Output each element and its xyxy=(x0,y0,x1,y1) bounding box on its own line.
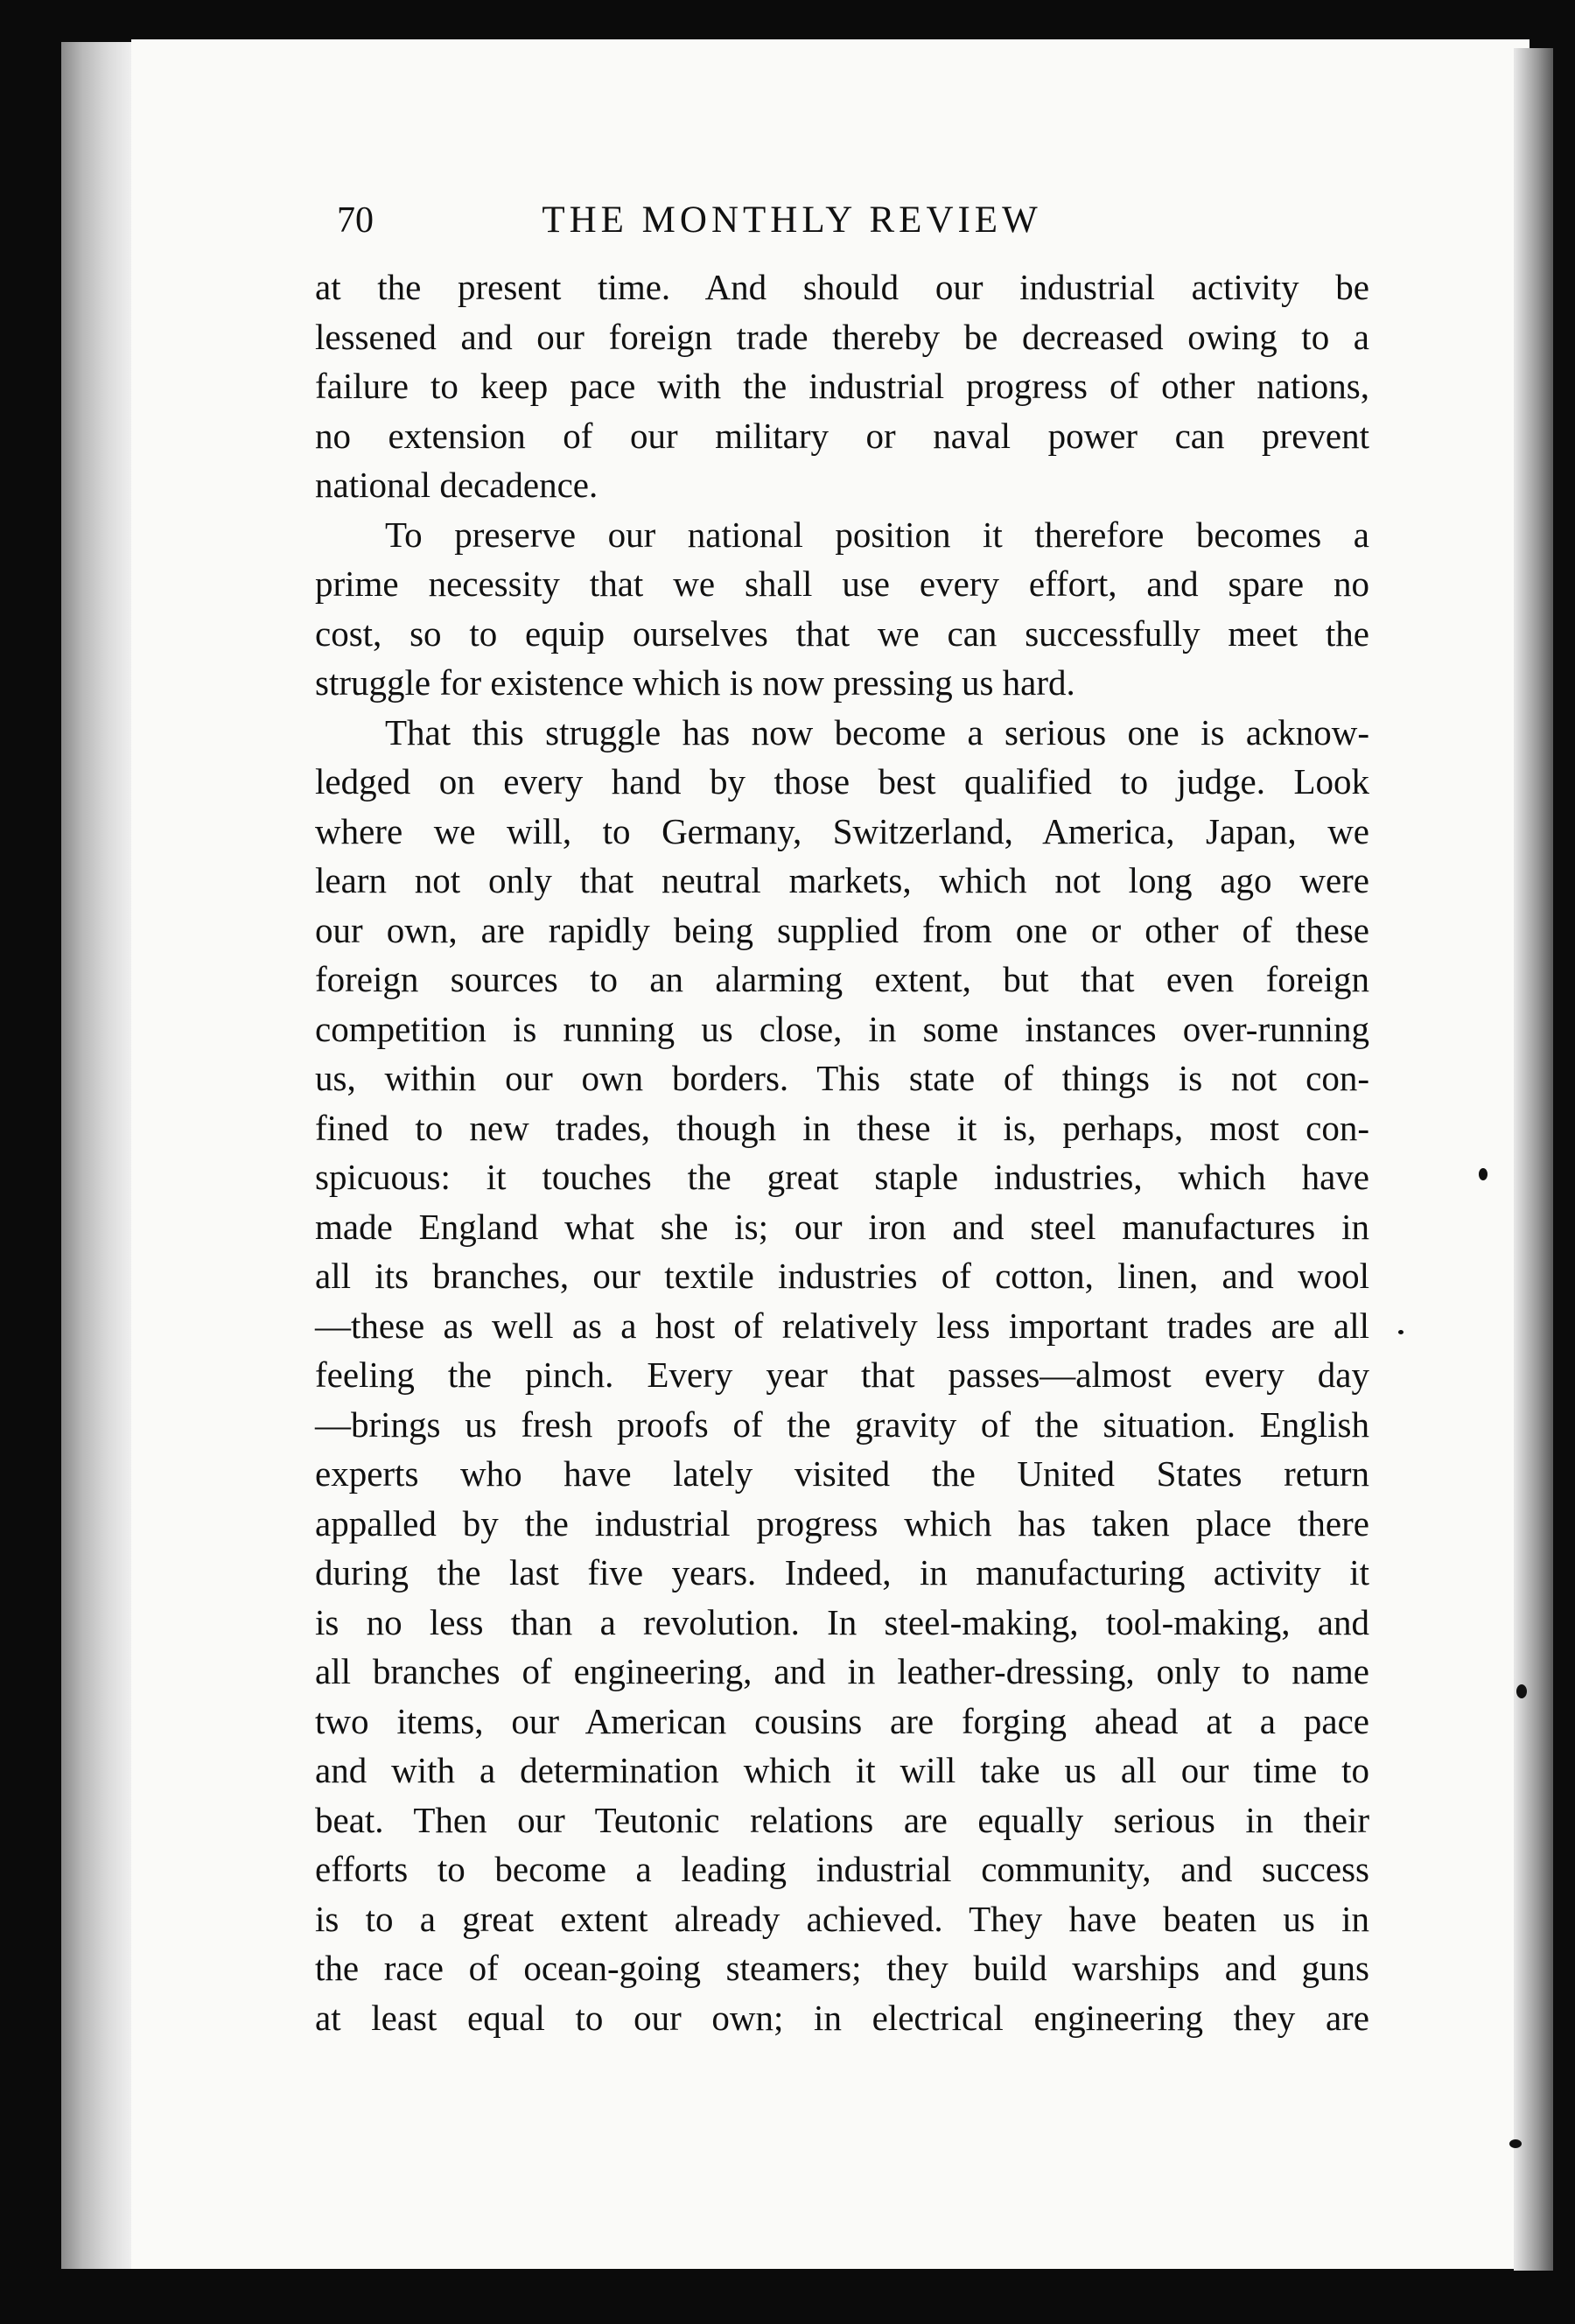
text-line: fined to new trades, though in these it is, perhaps, most con- xyxy=(315,1107,1369,1148)
scan-speck xyxy=(1479,1168,1488,1180)
text-line: made England what she is; our iron and steel manufactures in xyxy=(315,1206,1369,1247)
text-line: during the last five years. Indeed, in manufacturing activity it xyxy=(315,1552,1369,1592)
book-gutter xyxy=(61,42,131,2269)
text-line: the race of ocean-going steamers; they build warships and guns xyxy=(315,1948,1369,1988)
text-line: feeling the pinch. Every year that passes—almost every day xyxy=(315,1354,1369,1395)
text-line: cost, so to equip ourselves that we can successfully meet the xyxy=(315,612,1369,654)
body-text xyxy=(315,262,1369,2042)
text-line: To preserve our national position it therefore becomes a xyxy=(385,514,1369,555)
text-line: is no less than a revolution. In steel-making, tool-making, and xyxy=(315,1601,1369,1642)
text-line: —brings us fresh proofs of the gravity of the situation. English xyxy=(315,1404,1369,1445)
text-line: competition is running us close, in some instances over-running xyxy=(315,1008,1369,1049)
page-header xyxy=(337,194,1151,247)
text-line: us, within our own borders. This state of things is not con- xyxy=(315,1058,1369,1098)
text-line: spicuous: it touches the great staple industries, which have xyxy=(315,1157,1369,1197)
running-head: THE MONTHLY REVIEW xyxy=(542,200,1042,241)
text-line: ledged on every hand by those best qualified to judge. Look xyxy=(315,761,1369,802)
text-line: all branches of engineering, and in leather-dressing, only to name xyxy=(315,1651,1369,1691)
text-line: at the present time. And should our industrial activity be xyxy=(315,267,1369,307)
text-line: all its branches, our textile industries of cotton, linen, and wool xyxy=(315,1256,1369,1296)
text-line: prime necessity that we shall use every effort, and spare no xyxy=(315,564,1369,604)
text-line: lessened and our foreign trade thereby be decreased owing to a xyxy=(315,316,1369,357)
page-edge-shadow xyxy=(1514,48,1553,2271)
text-line: no extension of our military or naval power can prevent xyxy=(315,415,1369,456)
text-line: national decadence. xyxy=(315,465,598,505)
text-line: two items, our American cousins are forging ahead at a pace xyxy=(315,1700,1369,1741)
text-line: —these as well as a host of relatively less important trades are all xyxy=(315,1305,1369,1346)
text-line: efforts to become a leading industrial community, and success xyxy=(315,1849,1369,1889)
text-line: beat. Then our Teutonic relations are equally serious in their xyxy=(315,1799,1369,1840)
text-line: learn not only that neutral markets, which not long ago were xyxy=(315,860,1369,900)
paragraph xyxy=(315,510,1369,708)
text-line: where we will, to Germany, Switzerland, America, Japan, we xyxy=(315,810,1369,851)
scan-speck xyxy=(1509,2139,1522,2148)
text-line: failure to keep pace with the industrial progress of other nations, xyxy=(315,366,1369,406)
text-line: our own, are rapidly being supplied from one or other of these xyxy=(315,909,1369,950)
scan-speck xyxy=(1398,1330,1404,1334)
text-line: appalled by the industrial progress which has taken place there xyxy=(315,1502,1369,1544)
paragraph xyxy=(315,708,1369,2043)
text-line: struggle for existence which is now pressing us hard. xyxy=(315,662,1075,703)
text-line: is to a great extent already achieved. They have beaten us in xyxy=(315,1898,1369,1939)
paragraph xyxy=(315,262,1369,510)
scan-speck xyxy=(1516,1684,1527,1698)
page-number: 70 xyxy=(337,200,374,241)
text-line: at least equal to our own; in electrical engineering they are xyxy=(315,1997,1369,2038)
text-line: experts who have lately visited the United States return xyxy=(315,1453,1369,1494)
text-line: and with a determination which it will take us all our time to xyxy=(315,1750,1369,1790)
text-line: foreign sources to an alarming extent, but that even foreign xyxy=(315,959,1369,999)
text-line: That this struggle has now become a serious one is acknow- xyxy=(385,711,1369,752)
